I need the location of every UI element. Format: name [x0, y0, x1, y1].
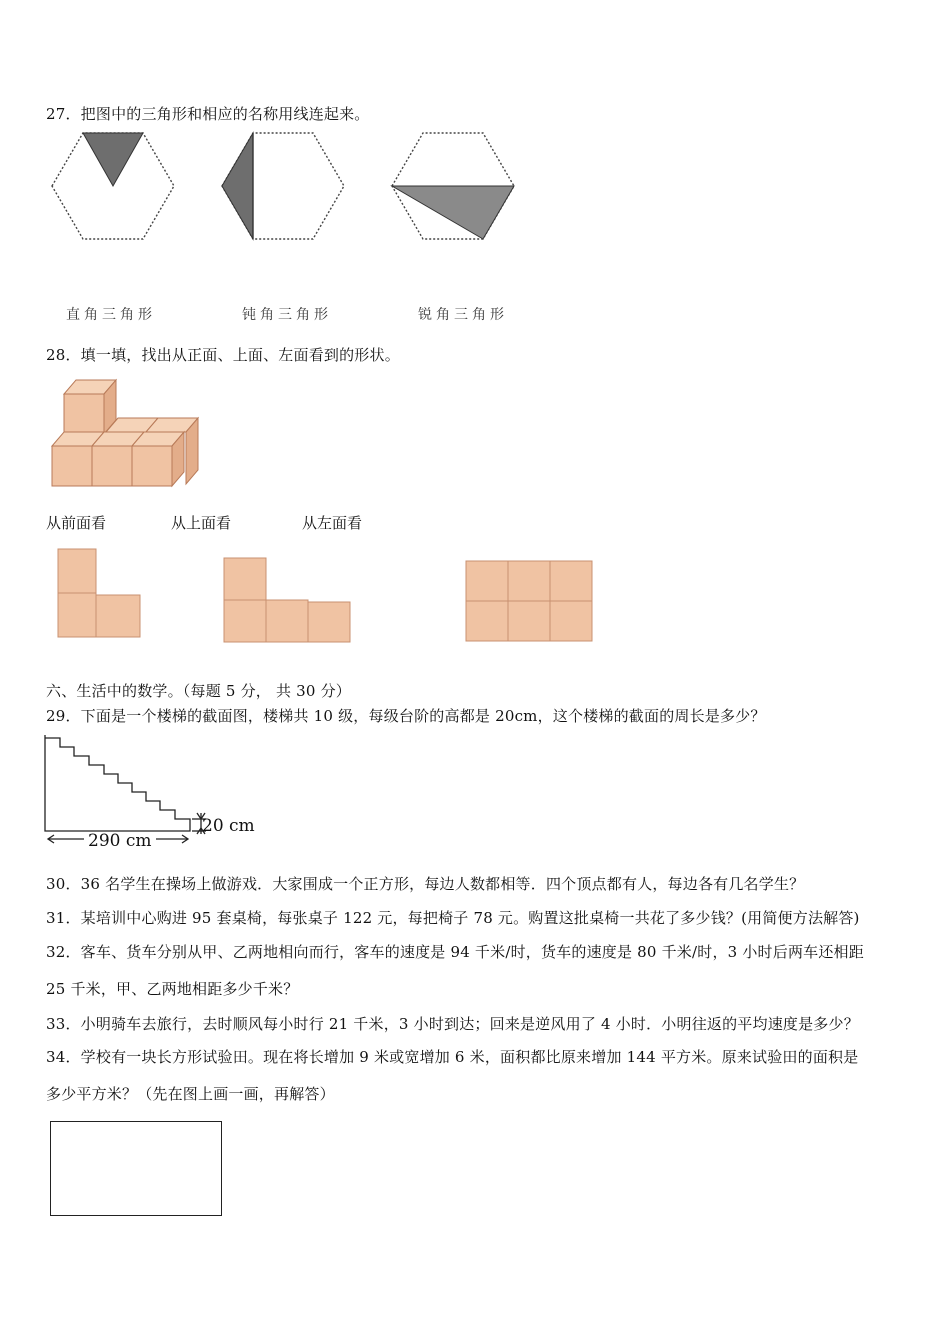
q31-text: 31．某培训中心购进 95 套桌椅，每张桌子 122 元，每把椅子 78 元。购置这批桌椅一共花了多少钱？(用简便方法解答) — [46, 909, 860, 927]
q28-text: 28．填一填，找出从正面、上面、左面看到的形状。 — [46, 346, 400, 364]
hexagon-1-triangle — [83, 133, 143, 186]
hexagon-figure-2 — [220, 130, 346, 242]
label-acute-triangle: 锐角三角形 — [418, 307, 508, 323]
hexagon-figure-3 — [390, 130, 516, 242]
q32-line-1: 32．客车、货车分别从甲、乙两地相向而行，客车的速度是 94 千米/时，货车的速度是 80 千米/时，3 小时后两车还相距 — [46, 943, 864, 961]
view-shape-b — [222, 556, 354, 646]
stair-step-label: 20 cm — [202, 816, 255, 836]
view-label-top: 从上面看 — [171, 514, 232, 532]
label-right-triangle: 直角三角形 — [66, 307, 156, 323]
q34-line-1: 34．学校有一块长方形试验田。现在将长增加 9 米或宽增加 6 米，面积都比原来增加 144 平方米。原来试验田的面积是 — [46, 1048, 859, 1066]
q33-text: 33．小明骑车去旅行，去时顺风每小时行 21 千米，3 小时到达；回来是逆风用了 4 小时．小明往返的平均速度是多少？ — [46, 1015, 859, 1033]
hexagon-2-triangle — [222, 133, 253, 239]
q27-text: 27．把图中的三角形和相应的名称用线连起来。 — [46, 105, 370, 123]
view-label-left: 从左面看 — [302, 514, 363, 532]
field-rectangle-drawing-box[interactable] — [50, 1121, 222, 1216]
section-6-title: 六、生活中的数学。（每题 5 分， 共 30 分） — [46, 682, 351, 700]
view-shape-a — [56, 547, 146, 642]
q30-text: 30．36 名学生在操场上做游戏．大家围成一个正方形，每边人数都相等．四个顶点都有人，每边各有几名学生？ — [46, 875, 805, 893]
view-label-front: 从前面看 — [46, 514, 107, 532]
q34-line-2: 多少平方米？（先在图上画一画，再解答） — [46, 1085, 335, 1103]
view-shape-c — [464, 559, 596, 645]
q32-line-2: 25 千米，甲、乙两地相距多少千米？ — [46, 980, 299, 998]
cube-stack-figure — [50, 378, 210, 490]
hexagon-figure-1 — [50, 130, 176, 242]
q29-text: 29．下面是一个楼梯的截面图，楼梯共 10 级，每级台阶的高都是 20cm，这个楼梯的截面的周长是多少？ — [46, 707, 766, 725]
label-obtuse-triangle: 钝角三角形 — [242, 307, 332, 323]
hexagon-3-triangle — [392, 186, 514, 239]
stair-width-label: 290 cm — [88, 831, 152, 851]
